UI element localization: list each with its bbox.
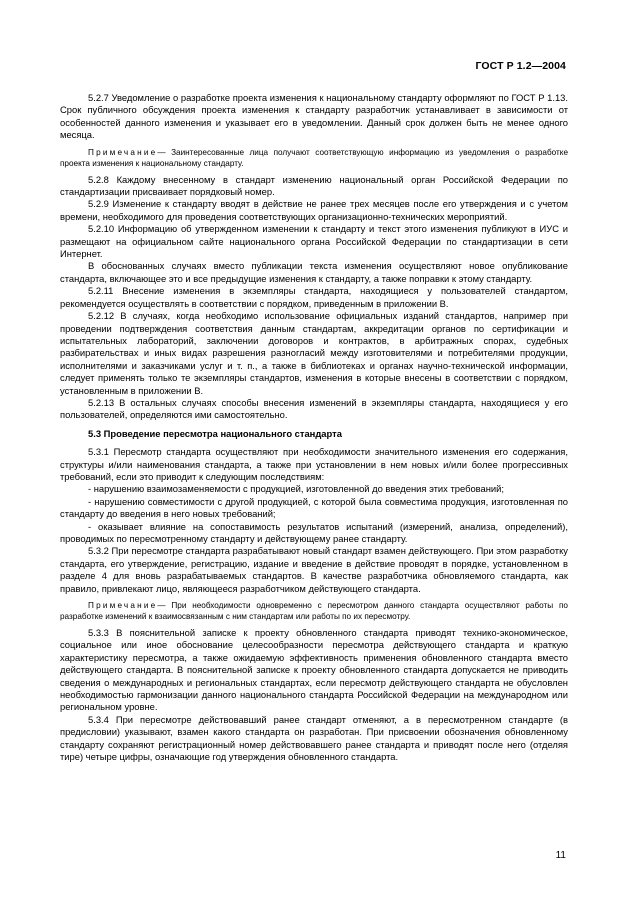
- note-label: Примечание: [88, 147, 158, 157]
- clause-5-2-11: 5.2.11 Внесение изменения в экземпляры стандарта, находящиеся у пользователей стандартом, рекомендуется осуществлять в соответствии с порядком, приведенным в приложении В.: [60, 285, 568, 309]
- clause-5-2-13: 5.2.13 В остальных случаях способы внесения изменений в экземпляры стандарта, находящиеся у его пользователей, определяются ими самостоятельно.: [60, 396, 568, 421]
- note-text: — При необходимости одновременно с пересмотром данного стандарта осуществляют работы по разработке изменений к взаимосвязанным с ним стандартам или работы по их пересмотру.: [60, 601, 568, 622]
- clause-5-2-9: 5.2.9 Изменение к стандарту вводят в действие не ранее трех месяцев после его утверждения и с учетом времени, необходимого для проведения соответствующих организационно-технических мероприятий.: [60, 198, 568, 222]
- page-number: 11: [555, 850, 566, 861]
- bullet-item: - нарушению совместимости с другой продукцией, с которой была совместима продукция, изготовленная по стандарту до введения в него новых требований;: [60, 495, 568, 520]
- note-text: — Заинтересованные лица получают соответствующую информацию из уведомления о разработке проекта изменения к национальному стандарту.: [60, 147, 568, 168]
- document-body: [60, 92, 568, 764]
- section-heading-5-3: 5.3 Проведение пересмотра национального стандарта: [88, 427, 342, 439]
- note-1: [60, 147, 568, 169]
- clause-5-3-3: 5.3.3 В пояснительной записке к проекту обновленного стандарта приводят технико-экономическое, социальное или иное обоснование целесообразности пересмотра действующего стандарта и краткую характеристику пересмотра, а также ожидаемую эффективность применения обновленного стандарта вместо действующего стандарта. В пояснительной записке к проекту обновленного стандарта допускается не приводить сведения о международных и региональных стандартах, если пересмотр действующего стандарта не обусловлен необходимостью гармонизации данного национального стандарта Российской Федерации на международном или региональном уровне.: [60, 627, 568, 713]
- bullet-item: - оказывает влияние на сопоставимость результатов испытаний (измерений, анализа, определений), проводимых по пересмотренному стандарту и действующему ранее стандарту.: [60, 520, 568, 544]
- clause-5-2-10: 5.2.10 Информацию об утвержденном изменении к стандарту и текст этого изменения публикуют в ИУС и размещают на официальном сайте национального органа Российской Федерации по стандартизации в сети Интернет.: [60, 223, 568, 260]
- clause-5-3-2: 5.3.2 При пересмотре стандарта разрабатывают новый стандарт взамен действующего. При этом разработку стандарта, его утверждение, регистрацию, издание и введение в действие проводят в порядке, установленном в разделе 4 для вновь разрабатываемых стандартов. В качестве разработчика обновляемого стандарта, как правило, привлекают лицо, являющееся разработчиком действующего стандарта.: [60, 545, 568, 594]
- clause-5-2-8: 5.2.8 Каждому внесенному в стандарт изменению национальный орган Российской Федерации по стандартизации присваивает порядковый номер.: [60, 173, 568, 198]
- clause-5-2-7: 5.2.7 Уведомление о разработке проекта изменения к национальному стандарту оформляют по ГОСТ Р 1.13. Срок публичного обсуждения проекта изменения к стандарту разработчик устанавливает в зависимости от особенностей данного изменения и указывает его в уведомлении. Данный срок должен быть не менее одного месяца.: [60, 92, 568, 141]
- note-2: [60, 600, 568, 622]
- document-code-header: ГОСТ Р 1.2—2004: [475, 60, 566, 72]
- clause-5-3-4: 5.3.4 При пересмотре действовавший ранее стандарт отменяют, а в пересмотренном стандарте (в предисловии) указывают, взамен какого стандарта он разработан. При присвоении обозначения обновленному стандарту сохраняют регистрационный номер действовавшего ранее стандарта и приводят после него (отделяя тире) четыре цифры, означающие год утверждения обновленного стандарта.: [60, 713, 568, 763]
- clause-5-2-10-continued: В обоснованных случаях вместо публикации текста изменения осуществляют новое опубликование стандарта, включающее это и все предыдущие изменения к стандарту, а также поправки к этому стандарту.: [60, 260, 568, 284]
- bullet-item: - нарушению взаимозаменяемости с продукцией, изготовленной до введения этих требований;: [88, 483, 505, 495]
- note-label: Примечание: [88, 601, 158, 611]
- clause-5-3-1: 5.3.1 Пересмотр стандарта осуществляют при необходимости значительного изменения его содержания, структуры и/или наименования стандарта, а также при установлении в нем новых и/или более прогрессивных требований, если это приводит к следующим последствиям:: [60, 446, 568, 482]
- clause-5-2-12: 5.2.12 В случаях, когда необходимо использование официальных изданий стандартов, например при проведении подтверждения соответствия данным стандартам, аккредитации органов по сертификации и испытательных лабораторий, заключении договоров и контрактов, в арбитражных спорах, судебных разбирательствах и иных видах разрешения разногласий между изготовителями и потребителями продукции, исполнителями и заказчиками услуг и т. п., а также в библиотеках и органах научно-технической информации, следует применять только те экземпляры стандартов, изменения в которые внесены в соответствии с порядком, установленным в приложении В.: [60, 310, 568, 396]
